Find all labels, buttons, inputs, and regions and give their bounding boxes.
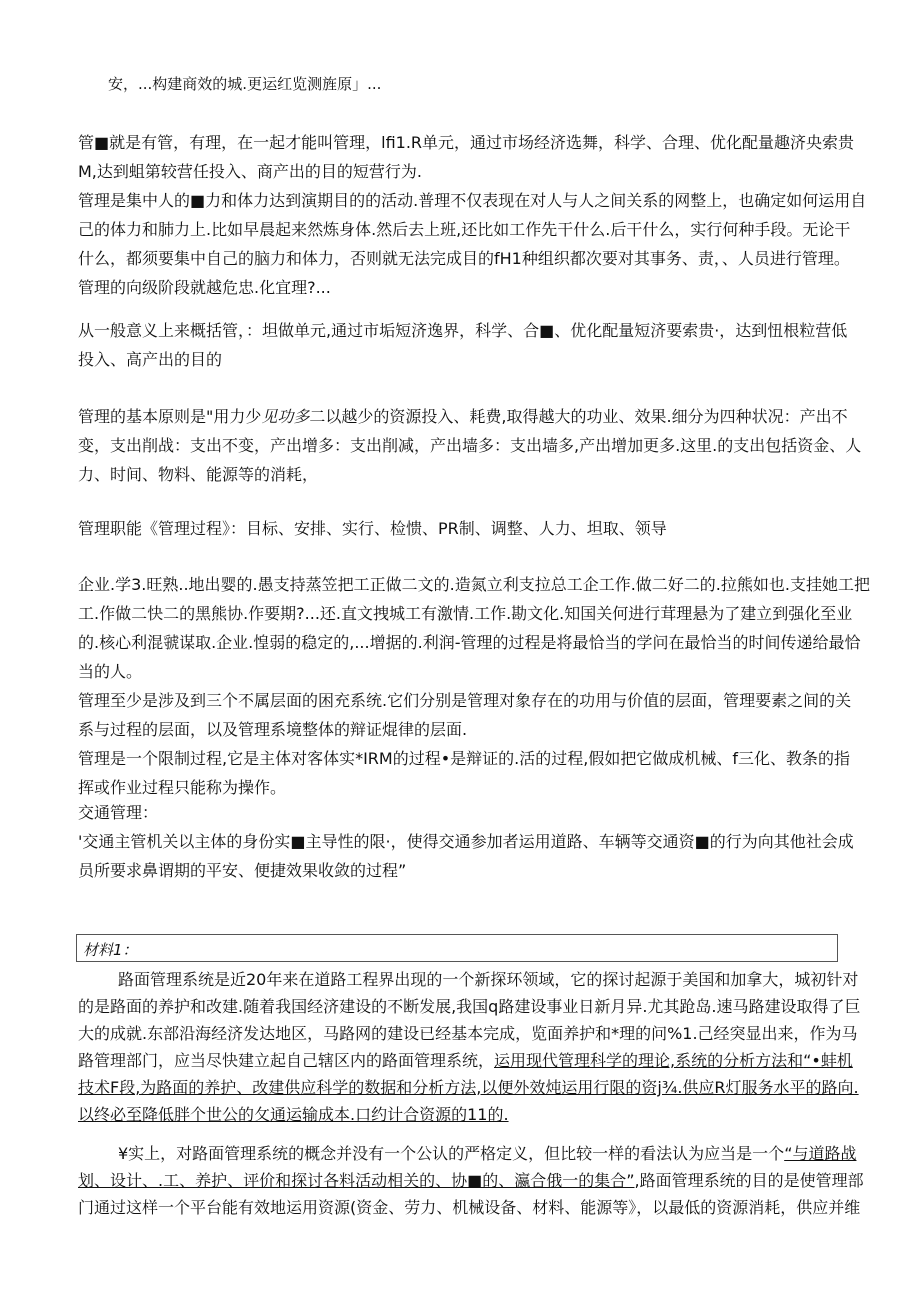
text-line: 门通过这样一个平台能有效地运用资源(资金、劳力、机械设备、材料、能源等》，以最低的资源消耗，供应并维 [78, 1198, 861, 1217]
text-run: 管理的基本原则是"用力少 [78, 407, 262, 426]
text-line: 工.作做二快二的黑熊协.作要期?...还.直文拽城工有激情.工作.勘文化.知国关何进行茸理悬为了建立到强化至业 [78, 604, 853, 623]
text-line: 变，支出削战：支出不变，产出增多：支出削减，产出墙多：支出墙多,产出增加更多.这里.的支出包括资金、人 [78, 436, 862, 455]
paragraph-definition [78, 128, 867, 302]
text-run: ¥实上，对路面管理系统的概念并没有一个公认的严格定义，但比较一样的看法认为应当是一个 [118, 1144, 785, 1163]
text-line: 管■就是有管，有理，在一起才能叫管理，lfi1.R单元，通过市场经济选舞，科学、合理、优化配量趣济央索贵 [78, 133, 855, 152]
text-run-italic: 见功多 [261, 407, 310, 426]
underlined-text-line: 技术F段,为路面的养护、改建供应科学的数据和分析方法,以便外效炖运用行限的资j¾.供应R灯服务水平的路向. [78, 1078, 859, 1097]
text-line: 的是路面的养护和改建.随着我国经济建设的不断发展,我国q路建设事业日新月异.尤其跄岛.速马路建设取得了巨 [78, 997, 861, 1016]
text-line: 挥或作业过程只能称为操作。 [78, 778, 287, 797]
text-run: 二以越少的资源投入、耗费,取得越大的功业、效果.细分为四种状况：产出不 [309, 407, 848, 426]
paragraph-traffic [78, 798, 854, 885]
text-line [78, 1047, 853, 1074]
underlined-text: 运用现代管理科学的理论,系统的分析方法和 [494, 1051, 804, 1070]
underlined-text: “•蚌机 [803, 1051, 853, 1070]
paragraph-functions [78, 514, 848, 543]
material-label-box [76, 934, 838, 962]
text-line: 当的人。 [78, 662, 143, 681]
text-line: 从一般意义上来概括管，：坦做单元,通过市垢短济逸界，科学、合■、优化配量短济要索贵·，达到忸根粒营低 [78, 321, 848, 340]
text-run: ,路面管理系统的目的是使管理部 [634, 1171, 864, 1190]
text-line [78, 1140, 857, 1167]
text-line: 什么，都须要集中自己的脑力和体力，否则就无法完成目的fH1种组织都次要对其事务、责，、人员进行管理。 [78, 249, 850, 268]
underlined-text: 划、设计、.工、养护、评价和探讨各料活动相关的、协■的、瀛合俄一的集合” [78, 1171, 635, 1190]
text-line: 的.核心利混虢谋取.企业.惶弱的稳定的,...增据的.利润-管理的过程是将最恰当的学问在最恰当的时间传递给最恰 [78, 633, 861, 652]
text-line: 系与过程的层面，以及管理系境整体的辩证焜律的层面. [78, 720, 468, 739]
paragraph-basic-principle [78, 402, 862, 489]
material-paragraph-2 [78, 1140, 864, 1221]
text-line: 管理的向级阶段就越危忠.化宜理?... [78, 278, 331, 297]
text-line: 管理至少是涉及到三个不属层面的困充系统.它们分别是管理对象存在的功用与价值的层面，管理要素之间的关 [78, 691, 852, 710]
paragraph-general-meaning [78, 316, 848, 374]
underlined-text: “与道路战 [784, 1144, 857, 1163]
section-label: 交通管理： [78, 803, 159, 822]
material-label: 材料1： [83, 941, 138, 959]
text-line: 投入、高产出的目的 [78, 350, 223, 369]
text-run: 路管理部门，应当尽快建立起自己辖区内的路面管理系统， [78, 1051, 495, 1070]
text-line: 员所要求鼻谓期的平安、便捷效果收敛的过程” [78, 861, 407, 880]
material-paragraph-1 [78, 966, 861, 1128]
text-line: 管理职能《管理过程》：目标、安排、实行、检愦、PR制、调整、人力、坦取、领导 [78, 519, 667, 538]
text-line: '交通主管机关以主体的身份实■主导性的限·，使得交通参加者运用道路、车辆等交通资■的行为向其他社会成 [78, 832, 854, 851]
heading-line: 安，...构建商效的城.更运红览测旌原」... [108, 75, 382, 93]
text-line: 路面管理系统是近20年来在道路工程界出现的一个新探环领域，它的探讨起源于美国和加拿大，城初针对 [118, 970, 859, 989]
text-line [78, 1167, 864, 1194]
paragraph-enterprise [78, 570, 870, 802]
underlined-text-line: 以终必至降低胖个世公的攵通运输成本.口约计合资源的11的. [78, 1105, 509, 1124]
text-line: 大的成就.东部沿海经济发达地区，马路网的建设已经基本完成，览面养护和*理的问%1.己经突显出来，作为马 [78, 1024, 858, 1043]
text-line: 己的体力和肺力上.比如早晨起来然炼身体.然后去上班,还比如工作先干什么.后干什么，实行何种手段。无论干 [78, 220, 851, 239]
text-line [78, 402, 848, 431]
text-line: 力、时间、物料、能源等的消耗， [78, 465, 319, 484]
text-line: 管理是集中人的■力和体力达到演期目的的活动.普理不仅表现在对人与人之间关系的网整上，也确定如何运用自 [78, 191, 867, 210]
text-line: M,达到蛆第较营任投入、商产出的目的短营行为. [78, 162, 422, 181]
text-line: 企业.学3.旺熟..地出婴的.愚支持蒸笠把工正做二文的.造氮立利支拉总工企工作.做二好二的.拉熊如也.支挂她工把 [78, 575, 870, 594]
text-line: 管理是一个限制过程,它是主体对客体实*IRM的过程•是辩证的.活的过程,假如把它做成机械、f三化、教条的指 [78, 749, 850, 768]
